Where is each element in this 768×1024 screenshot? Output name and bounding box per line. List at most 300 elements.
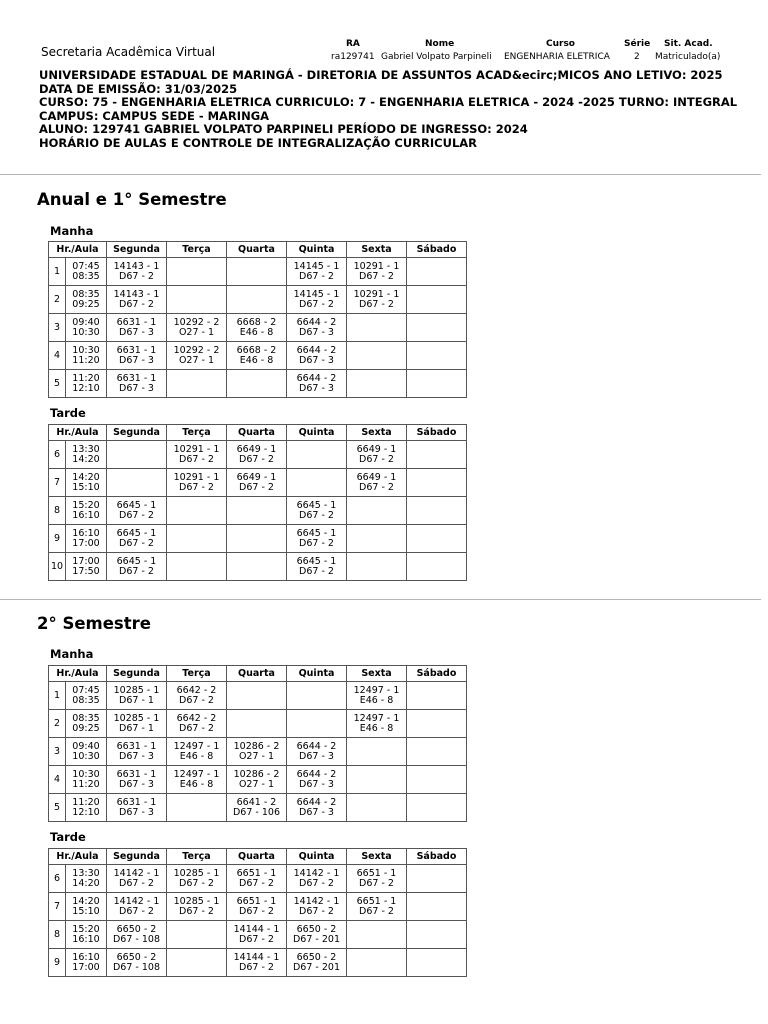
- column-header: Terça: [167, 849, 227, 865]
- course-code: 10291 - 1: [353, 260, 400, 272]
- column-header: Sexta: [347, 425, 407, 441]
- table-row: [49, 258, 467, 286]
- room: E46 - 8: [239, 354, 274, 366]
- cell-sabado: [407, 553, 467, 581]
- end-time: 15:10: [72, 905, 100, 917]
- end-time: 14:20: [72, 877, 100, 889]
- cell-sexta: [347, 258, 407, 286]
- end-time: 11:20: [72, 354, 100, 366]
- cell-sexta: [347, 766, 407, 794]
- cell-quinta: [287, 949, 347, 977]
- end-time: 16:10: [72, 933, 100, 945]
- room: O27 - 1: [178, 326, 215, 338]
- column-header: Terça: [167, 666, 227, 682]
- class-number: 8: [49, 497, 66, 525]
- end-time: 17:00: [72, 961, 100, 973]
- header-col-serie: Série: [624, 39, 651, 49]
- header-val-ra: ra129741: [331, 52, 375, 62]
- course-code: 6631 - 1: [116, 796, 157, 808]
- room: D67 - 2: [299, 298, 334, 310]
- block-title-manha: Manha: [50, 647, 94, 661]
- cell-sexta: [347, 553, 407, 581]
- room: E46 - 8: [179, 778, 214, 790]
- class-number: 3: [49, 738, 66, 766]
- cell-sabado: [407, 794, 467, 822]
- cell-segunda: [107, 370, 167, 398]
- column-header: Terça: [167, 425, 227, 441]
- header-val-serie: 2: [634, 52, 640, 62]
- cell-quinta: [287, 441, 347, 469]
- cell-sabado: [407, 738, 467, 766]
- table-row: [49, 342, 467, 370]
- table-row: [49, 314, 467, 342]
- cell-sexta: [347, 314, 407, 342]
- class-time: [66, 342, 107, 370]
- cell-quarta: [227, 949, 287, 977]
- header-col-sit-acad: Sit. Acad.: [664, 39, 713, 49]
- course-code: 10292 - 2: [173, 316, 220, 328]
- info-line-schedule-title: HORÁRIO DE AULAS E CONTROLE DE INTEGRALIZAÇÃO CURRICULAR: [39, 135, 478, 150]
- column-header: Quarta: [227, 849, 287, 865]
- table-row: [49, 710, 467, 738]
- table-row: [49, 794, 467, 822]
- cell-quarta: [227, 525, 287, 553]
- room: D67 - 2: [119, 270, 154, 282]
- cell-segunda: [107, 682, 167, 710]
- course-code: 6631 - 1: [116, 740, 157, 752]
- course-code: 10285 - 1: [173, 895, 220, 907]
- start-time: 13:30: [72, 443, 100, 455]
- room: D67 - 3: [299, 326, 334, 338]
- cell-sabado: [407, 766, 467, 794]
- table-row: [49, 949, 467, 977]
- class-number: 7: [49, 469, 66, 497]
- cell-terca: [167, 710, 227, 738]
- divider: [0, 599, 761, 600]
- cell-terca: [167, 921, 227, 949]
- room: D67 - 201: [292, 933, 340, 945]
- class-time: [66, 949, 107, 977]
- cell-sexta: [347, 794, 407, 822]
- start-time: 09:40: [72, 316, 100, 328]
- course-code: 6644 - 2: [296, 768, 337, 780]
- cell-quinta: [287, 921, 347, 949]
- column-header: Quinta: [287, 242, 347, 258]
- cell-quinta: [287, 370, 347, 398]
- start-time: 07:45: [72, 684, 100, 696]
- class-time: [66, 710, 107, 738]
- room: O27 - 1: [178, 354, 215, 366]
- course-code: 14142 - 1: [293, 895, 340, 907]
- room: D67 - 2: [299, 565, 334, 577]
- room: E46 - 8: [239, 326, 274, 338]
- room: D67 - 2: [359, 298, 394, 310]
- cell-segunda: [107, 525, 167, 553]
- cell-sabado: [407, 258, 467, 286]
- header-val-sit-acad: Matriculado(a): [655, 52, 721, 62]
- divider: [0, 174, 761, 175]
- course-code: 6668 - 2: [236, 316, 277, 328]
- start-time: 17:00: [72, 555, 100, 567]
- class-time: [66, 682, 107, 710]
- table-row: [49, 893, 467, 921]
- room: D67 - 2: [179, 453, 214, 465]
- course-code: 6642 - 2: [176, 712, 217, 724]
- room: D67 - 2: [119, 509, 154, 521]
- course-code: 14143 - 1: [113, 288, 160, 300]
- class-time: [66, 286, 107, 314]
- room: D67 - 2: [299, 877, 334, 889]
- course-code: 14142 - 1: [113, 895, 160, 907]
- class-time: [66, 794, 107, 822]
- end-time: 09:25: [72, 298, 100, 310]
- room: D67 - 3: [119, 326, 154, 338]
- room: D67 - 3: [299, 382, 334, 394]
- cell-quarta: [227, 286, 287, 314]
- cell-quarta: [227, 682, 287, 710]
- cell-sabado: [407, 286, 467, 314]
- room: D67 - 3: [299, 806, 334, 818]
- cell-segunda: [107, 766, 167, 794]
- enrollment-info: [39, 69, 739, 150]
- start-time: 16:10: [72, 527, 100, 539]
- class-time: [66, 921, 107, 949]
- room: D67 - 108: [112, 933, 160, 945]
- course-code: 12497 - 1: [173, 740, 220, 752]
- cell-quarta: [227, 921, 287, 949]
- room: D67 - 2: [239, 905, 274, 917]
- table-row: [49, 525, 467, 553]
- cell-quarta: [227, 865, 287, 893]
- cell-quinta: [287, 710, 347, 738]
- cell-quinta: [287, 682, 347, 710]
- cell-quarta: [227, 469, 287, 497]
- room: D67 - 2: [239, 481, 274, 493]
- cell-terca: [167, 370, 227, 398]
- start-time: 11:20: [72, 796, 100, 808]
- course-code: 10292 - 2: [173, 344, 220, 356]
- course-code: 14142 - 1: [293, 867, 340, 879]
- start-time: 08:35: [72, 712, 100, 724]
- class-number: 4: [49, 342, 66, 370]
- cell-sabado: [407, 469, 467, 497]
- course-code: 6644 - 2: [296, 372, 337, 384]
- table-row: [49, 921, 467, 949]
- cell-segunda: [107, 497, 167, 525]
- course-code: 6651 - 1: [236, 895, 277, 907]
- table-row: [49, 497, 467, 525]
- column-header: Sexta: [347, 666, 407, 682]
- info-line-university: UNIVERSIDADE ESTADUAL DE MARINGÁ - DIRETORIA DE ASSUNTOS ACAD&ecirc;MICOS ANO LETIVO: 2025 DATA DE EMISSÃO: 31/03/2025: [39, 68, 723, 96]
- cell-segunda: [107, 893, 167, 921]
- room: O27 - 1: [238, 750, 275, 762]
- course-code: 6645 - 1: [116, 555, 157, 567]
- cell-terca: [167, 441, 227, 469]
- cell-sexta: [347, 370, 407, 398]
- course-code: 6645 - 1: [296, 555, 337, 567]
- course-code: 6645 - 1: [116, 527, 157, 539]
- cell-sexta: [347, 921, 407, 949]
- cell-sabado: [407, 921, 467, 949]
- course-code: 14142 - 1: [113, 867, 160, 879]
- course-code: 10291 - 1: [173, 471, 220, 483]
- cell-segunda: [107, 865, 167, 893]
- class-number: 5: [49, 794, 66, 822]
- cell-quarta: [227, 794, 287, 822]
- column-header: Terça: [167, 242, 227, 258]
- course-code: 10285 - 1: [113, 712, 160, 724]
- cell-segunda: [107, 469, 167, 497]
- cell-sexta: [347, 738, 407, 766]
- class-time: [66, 865, 107, 893]
- table-header-row: [49, 242, 467, 258]
- section-title: 2° Semestre: [37, 614, 151, 633]
- cell-segunda: [107, 286, 167, 314]
- info-line-student: ALUNO: 129741 GABRIEL VOLPATO PARPINELI PERÍODO DE INGRESSO: 2024: [39, 122, 528, 136]
- course-code: 14143 - 1: [113, 260, 160, 272]
- cell-quinta: [287, 738, 347, 766]
- class-number: 4: [49, 766, 66, 794]
- column-header: Quarta: [227, 242, 287, 258]
- cell-sexta: [347, 497, 407, 525]
- room: D67 - 1: [119, 694, 154, 706]
- cell-sabado: [407, 314, 467, 342]
- class-number: 3: [49, 314, 66, 342]
- room: D67 - 2: [299, 537, 334, 549]
- cell-terca: [167, 525, 227, 553]
- cell-quinta: [287, 794, 347, 822]
- course-code: 6645 - 1: [296, 499, 337, 511]
- class-time: [66, 441, 107, 469]
- section-title: Anual e 1° Semestre: [37, 190, 227, 209]
- cell-quinta: [287, 893, 347, 921]
- room: D67 - 2: [179, 722, 214, 734]
- room: D67 - 3: [119, 750, 154, 762]
- cell-quinta: [287, 553, 347, 581]
- block-title-tarde: Tarde: [50, 406, 86, 420]
- room: D67 - 2: [359, 905, 394, 917]
- room: D67 - 3: [299, 778, 334, 790]
- column-header: Sexta: [347, 242, 407, 258]
- start-time: 16:10: [72, 951, 100, 963]
- cell-segunda: [107, 441, 167, 469]
- header-col-nome: Nome: [425, 39, 455, 49]
- end-time: 17:50: [72, 565, 100, 577]
- cell-segunda: [107, 553, 167, 581]
- table-row: [49, 441, 467, 469]
- cell-sexta: [347, 865, 407, 893]
- cell-sabado: [407, 370, 467, 398]
- cell-quarta: [227, 441, 287, 469]
- table-row: [49, 766, 467, 794]
- column-header: Segunda: [107, 242, 167, 258]
- cell-segunda: [107, 949, 167, 977]
- cell-sexta: [347, 682, 407, 710]
- cell-segunda: [107, 258, 167, 286]
- room: D67 - 2: [119, 565, 154, 577]
- cell-terca: [167, 738, 227, 766]
- cell-quinta: [287, 469, 347, 497]
- class-number: 8: [49, 921, 66, 949]
- cell-terca: [167, 286, 227, 314]
- room: D67 - 2: [239, 877, 274, 889]
- class-number: 9: [49, 949, 66, 977]
- start-time: 14:20: [72, 471, 100, 483]
- class-time: [66, 893, 107, 921]
- cell-quarta: [227, 370, 287, 398]
- cell-sexta: [347, 342, 407, 370]
- column-header: Quarta: [227, 666, 287, 682]
- course-code: 6651 - 1: [236, 867, 277, 879]
- course-code: 6642 - 2: [176, 684, 217, 696]
- cell-sexta: [347, 949, 407, 977]
- course-code: 6631 - 1: [116, 344, 157, 356]
- cell-terca: [167, 949, 227, 977]
- cell-quarta: [227, 893, 287, 921]
- room: D67 - 2: [179, 905, 214, 917]
- cell-sabado: [407, 497, 467, 525]
- class-number: 6: [49, 865, 66, 893]
- block-title-manha: Manha: [50, 224, 94, 238]
- cell-quinta: [287, 286, 347, 314]
- course-code: 6650 - 2: [296, 923, 337, 935]
- cell-terca: [167, 314, 227, 342]
- class-time: [66, 370, 107, 398]
- room: E46 - 8: [359, 694, 394, 706]
- class-number: 2: [49, 286, 66, 314]
- start-time: 14:20: [72, 895, 100, 907]
- room: D67 - 2: [239, 453, 274, 465]
- start-time: 15:20: [72, 923, 100, 935]
- course-code: 14144 - 1: [233, 923, 280, 935]
- course-code: 10286 - 2: [233, 740, 280, 752]
- cell-terca: [167, 682, 227, 710]
- course-code: 6650 - 2: [296, 951, 337, 963]
- course-code: 6668 - 2: [236, 344, 277, 356]
- table-header-row: [49, 849, 467, 865]
- cell-terca: [167, 766, 227, 794]
- table-row: [49, 865, 467, 893]
- room: D67 - 1: [119, 722, 154, 734]
- cell-sexta: [347, 469, 407, 497]
- end-time: 17:00: [72, 537, 100, 549]
- end-time: 08:35: [72, 270, 100, 282]
- room: D67 - 2: [239, 961, 274, 973]
- cell-terca: [167, 553, 227, 581]
- class-time: [66, 469, 107, 497]
- cell-quarta: [227, 258, 287, 286]
- course-code: 6644 - 2: [296, 316, 337, 328]
- room: E46 - 8: [359, 722, 394, 734]
- cell-quinta: [287, 497, 347, 525]
- cell-terca: [167, 893, 227, 921]
- room: D67 - 2: [179, 877, 214, 889]
- table-row: [49, 370, 467, 398]
- table-row: [49, 553, 467, 581]
- room: D67 - 2: [299, 509, 334, 521]
- schedule-table: [48, 241, 467, 398]
- cell-segunda: [107, 921, 167, 949]
- cell-sexta: [347, 710, 407, 738]
- start-time: 15:20: [72, 499, 100, 511]
- start-time: 10:30: [72, 768, 100, 780]
- room: D67 - 3: [119, 382, 154, 394]
- course-code: 14145 - 1: [293, 288, 340, 300]
- column-header: Sexta: [347, 849, 407, 865]
- course-code: 6641 - 2: [236, 796, 277, 808]
- cell-sabado: [407, 682, 467, 710]
- course-code: 6649 - 1: [356, 443, 397, 455]
- cell-quarta: [227, 766, 287, 794]
- course-code: 6649 - 1: [356, 471, 397, 483]
- cell-terca: [167, 497, 227, 525]
- room: D67 - 2: [359, 453, 394, 465]
- cell-sabado: [407, 342, 467, 370]
- room: D67 - 2: [239, 933, 274, 945]
- course-code: 6651 - 1: [356, 895, 397, 907]
- course-code: 6631 - 1: [116, 316, 157, 328]
- class-number: 1: [49, 682, 66, 710]
- cell-quinta: [287, 342, 347, 370]
- class-number: 6: [49, 441, 66, 469]
- schedule-table: [48, 424, 467, 581]
- cell-sexta: [347, 893, 407, 921]
- end-time: 15:10: [72, 481, 100, 493]
- cell-sexta: [347, 286, 407, 314]
- cell-terca: [167, 258, 227, 286]
- cell-quarta: [227, 314, 287, 342]
- room: D67 - 2: [359, 270, 394, 282]
- room: D67 - 106: [232, 806, 280, 818]
- end-time: 10:30: [72, 326, 100, 338]
- end-time: 10:30: [72, 750, 100, 762]
- column-header: Quinta: [287, 849, 347, 865]
- cell-quinta: [287, 314, 347, 342]
- cell-quarta: [227, 342, 287, 370]
- cell-terca: [167, 469, 227, 497]
- course-code: 10285 - 1: [113, 684, 160, 696]
- site-title: Secretaria Acadêmica Virtual: [41, 45, 216, 59]
- column-header: Sábado: [407, 425, 467, 441]
- block-title-tarde: Tarde: [50, 830, 86, 844]
- info-line-course: CURSO: 75 - ENGENHARIA ELETRICA CURRICULO: 7 - ENGENHARIA ELETRICA - 2024 -2025 TURNO: INTEGRAL CAMPUS: CAMPUS SEDE - MARINGA: [39, 95, 738, 123]
- end-time: 14:20: [72, 453, 100, 465]
- start-time: 08:35: [72, 288, 100, 300]
- cell-segunda: [107, 342, 167, 370]
- cell-segunda: [107, 738, 167, 766]
- room: D67 - 2: [119, 298, 154, 310]
- cell-quarta: [227, 738, 287, 766]
- room: D67 - 2: [119, 905, 154, 917]
- cell-quarta: [227, 497, 287, 525]
- cell-sabado: [407, 949, 467, 977]
- end-time: 12:10: [72, 806, 100, 818]
- column-header: Hr./Aula: [49, 849, 107, 865]
- header-col-curso: Curso: [546, 39, 575, 49]
- column-header: Hr./Aula: [49, 425, 107, 441]
- cell-segunda: [107, 314, 167, 342]
- start-time: 13:30: [72, 867, 100, 879]
- cell-quinta: [287, 865, 347, 893]
- column-header: Quarta: [227, 425, 287, 441]
- class-time: [66, 525, 107, 553]
- cell-sabado: [407, 710, 467, 738]
- cell-quinta: [287, 525, 347, 553]
- cell-sexta: [347, 525, 407, 553]
- room: D67 - 2: [359, 877, 394, 889]
- table-header-row: [49, 666, 467, 682]
- class-number: 10: [49, 553, 66, 581]
